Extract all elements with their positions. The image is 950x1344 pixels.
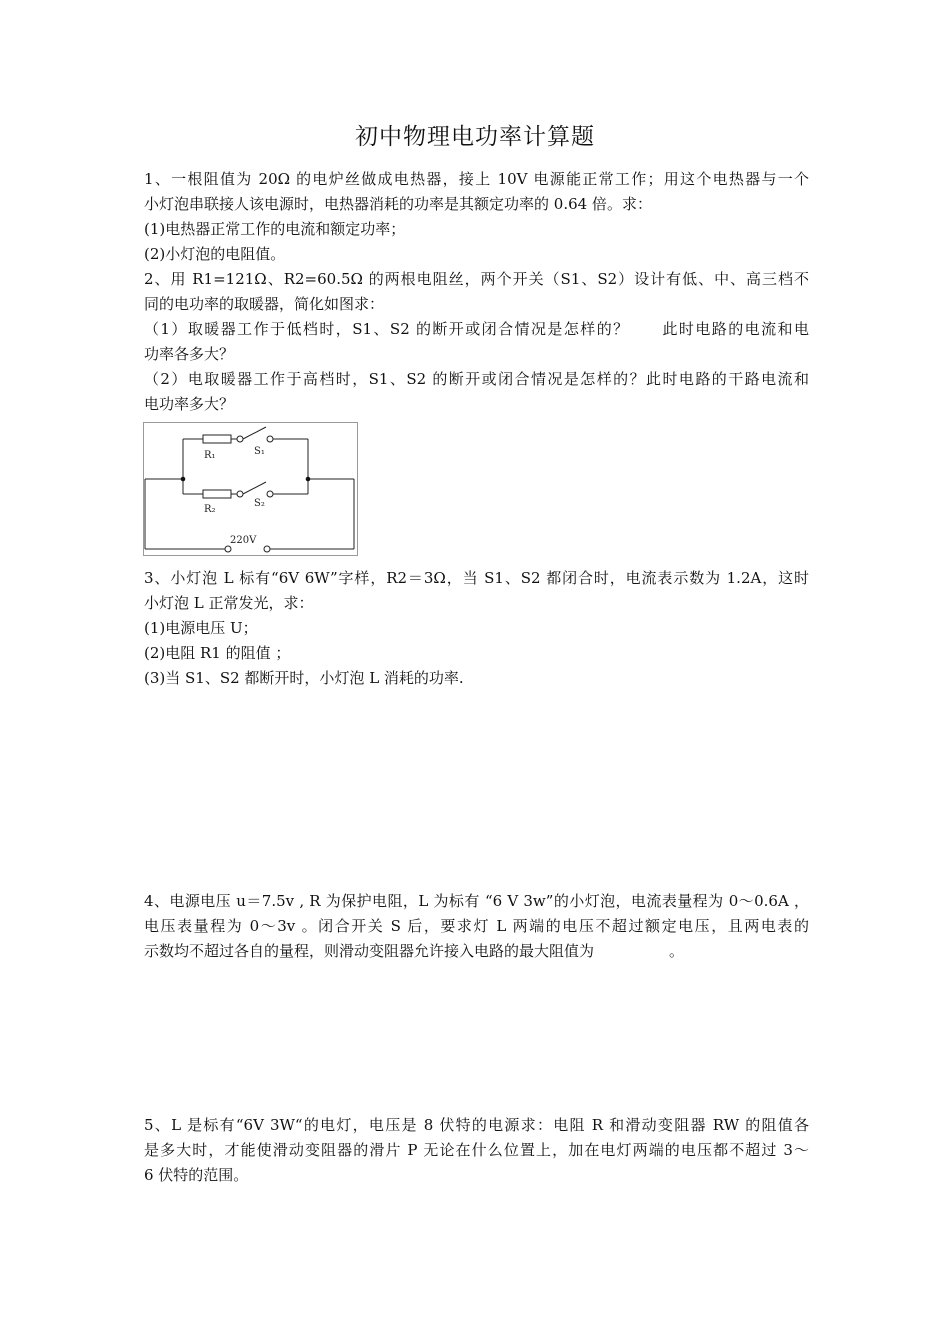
text-line: 5、L 是标有“6V 3W“的电灯，电压是 8 伏特的电源求：电阻 R 和滑动变阻器 RW 的阻值各 [144, 1116, 809, 1134]
page-title: 初中物理电功率计算题 [355, 124, 595, 150]
source-voltage-label: 220V [230, 535, 257, 546]
text-line: 3、小灯泡 L 标有“6V 6W”字样，R2＝3Ω，当 S1、S2 都闭合时，电流表示数为 1.2A，这时 [144, 569, 809, 587]
text-line: 是多大时，才能使滑动变阻器的滑片 P 无论在什么位置上，加在电灯两端的电压都不超过 3～ [144, 1141, 809, 1159]
text-line: 电压表量程为 0～3v 。闭合开关 S 后，要求灯 L 两端的电压不超过额定电压，且两电表的 [144, 917, 809, 935]
s1-label: S₁ [254, 446, 265, 457]
text-line: (2)电阻 R1 的阻值 ； [144, 644, 291, 662]
text-line: 6 伏特的范围。 [144, 1166, 249, 1184]
text-line: （2）电取暖器工作于高档时，S1、S2 的断开或闭合情况是怎样的？此时电路的干路电流和 [144, 370, 809, 388]
text-line: (1)电热器正常工作的电流和额定功率； [144, 220, 406, 238]
text-line: 小灯泡串联接人该电源时，电热器消耗的功率是其额定功率的 0.64 倍。求： [144, 195, 652, 213]
text-line: 同的电功率的取暖器，简化如图求： [144, 295, 385, 313]
text-line: （1）取暖器工作于低档时，S1、S2 的断开或闭合情况是怎样的？ 此时电路的电流和电 [144, 320, 809, 338]
text-line: 1、一根阻值为 20Ω 的电炉丝做成电热器，接上 10V 电源能正常工作；用这个电热器与一个 [144, 170, 809, 188]
text-line: 电功率多大？ [144, 395, 235, 413]
text-line: (1)电源电压 U； [144, 619, 258, 637]
text-line: 4、电源电压 u＝7.5v , R 为保护电阻，L 为标有 “6 V 3w”的小灯泡，电流表量程为 0～0.6A ， [144, 892, 809, 910]
text-line: (3)当 S1、S2 都断开时，小灯泡 L 消耗的功率. [144, 669, 464, 687]
text-line: 示数均不超过各自的量程，则滑动变阻器允许接入电路的最大阻值为 。 [144, 942, 685, 960]
text-line: (2)小灯泡的电阻值。 [144, 245, 286, 263]
r2-label: R₂ [204, 504, 216, 515]
text-line: 2、用 R1=121Ω、R2=60.5Ω 的两根电阻丝，两个开关（S1、S2）设计有低、中、高三档不 [144, 270, 809, 288]
text-line: 功率各多大？ [144, 345, 235, 363]
circuit-diagram [143, 422, 358, 556]
r1-label: R₁ [204, 450, 216, 461]
text-line: 小灯泡 L 正常发光，求： [144, 594, 314, 612]
s2-label: S₂ [254, 498, 265, 509]
